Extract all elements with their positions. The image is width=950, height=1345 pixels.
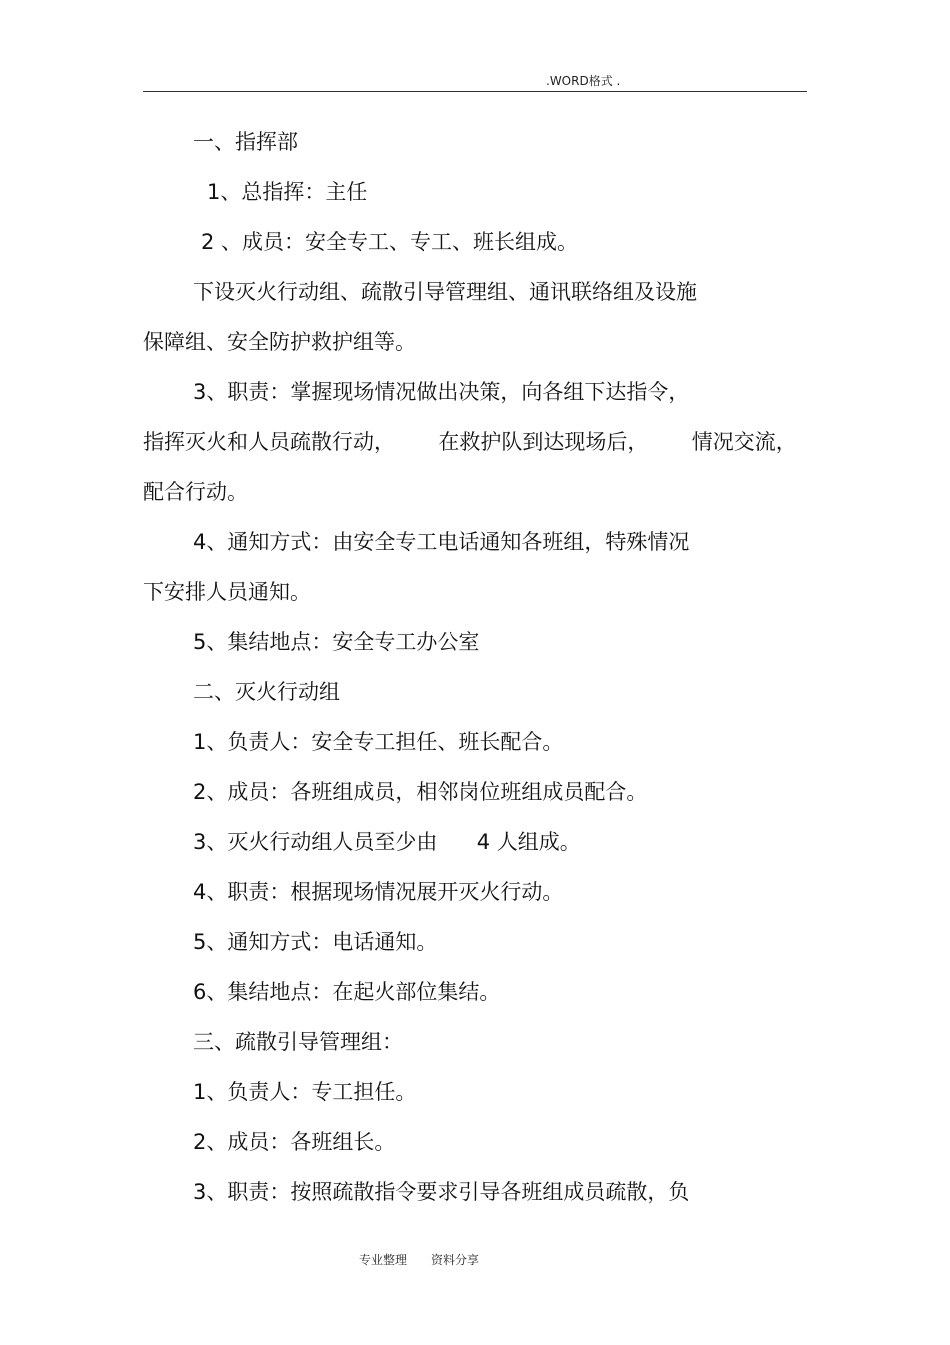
- paragraph: 下安排人员通知。: [143, 580, 311, 604]
- paragraph: 2、成员：各班组长。: [193, 1130, 396, 1154]
- text-segment: 4 人组成。: [476, 830, 581, 854]
- footer-right-text: 资料分享: [431, 1253, 480, 1267]
- paragraph: 4、通知方式：由安全专工电话通知各班组，特殊情况: [193, 530, 690, 554]
- paragraph: 3、职责：按照疏散指令要求引导各班组成员疏散，负: [193, 1180, 690, 1204]
- section-heading-firefighting: 二、灭火行动组: [193, 680, 340, 704]
- section-heading-command: 一、指挥部: [193, 130, 298, 154]
- paragraph: 保障组、安全防护救护组等。: [143, 330, 416, 354]
- text-segment: 情况交流，: [691, 430, 797, 454]
- paragraph: 5、集结地点：安全专工办公室: [193, 630, 480, 654]
- text-segment: 在救护队到达现场后，: [438, 430, 649, 454]
- paragraph: 3、职责：掌握现场情况做出决策，向各组下达指令，: [193, 380, 690, 404]
- paragraph: 1、负责人：安全专工担任、班长配合。: [193, 730, 564, 754]
- paragraph: 4、职责：根据现场情况展开灭火行动。: [193, 880, 564, 904]
- text-segment: 3、灭火行动组人员至少由: [193, 830, 438, 854]
- section-heading-evacuation: 三、疏散引导管理组：: [193, 1030, 403, 1054]
- paragraph: 6、集结地点：在起火部位集结。: [193, 980, 501, 1004]
- footer-left-text: 专业整理: [359, 1253, 408, 1267]
- paragraph: 配合行动。: [143, 480, 248, 504]
- text-segment: 指挥灭火和人员疏散行动，: [143, 430, 395, 454]
- paragraph: [193, 828, 581, 856]
- paragraph: 1、负责人：专工担任。: [193, 1080, 417, 1104]
- paragraph: 5、通知方式：电话通知。: [193, 930, 438, 954]
- paragraph: [143, 428, 797, 456]
- header-text: .WORD格式 .: [546, 74, 621, 88]
- header-divider: [143, 91, 807, 92]
- paragraph: 下设灭火行动组、疏散引导管理组、通讯联络组及设施: [193, 280, 697, 304]
- paragraph: 2 、成员：安全专工、专工、班长组成。: [201, 230, 579, 254]
- paragraph: 1、总指挥：主任: [207, 180, 368, 204]
- paragraph: 2、成员：各班组成员，相邻岗位班组成员配合。: [193, 780, 648, 804]
